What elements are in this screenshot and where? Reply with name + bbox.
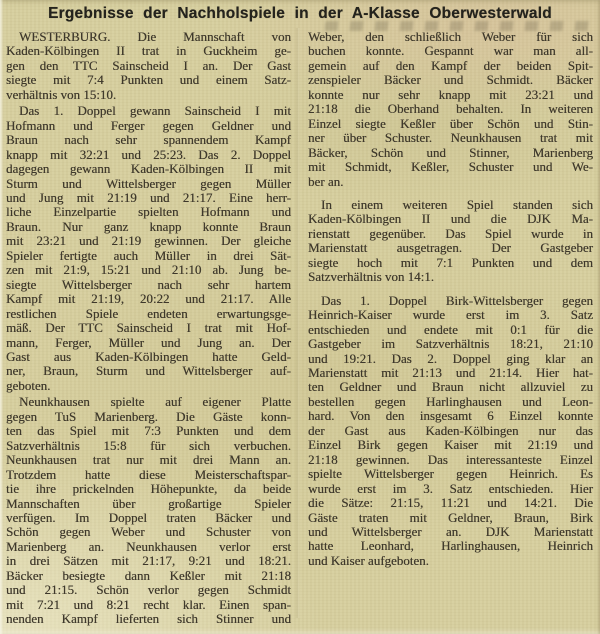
- text-line: und Kaiser aufgeboten.: [308, 552, 429, 568]
- text-line: buchen konnte. Gespannt war man all-: [308, 43, 593, 59]
- text-line: geboten.: [6, 377, 51, 393]
- text-line: Kaden-Kölbingen II und die DJK Ma-: [308, 211, 593, 227]
- paragraph: [308, 198, 593, 285]
- text-line: knapp mit 32:21 und 25:23. Das 2. Doppel: [6, 146, 291, 162]
- text-line: siegte mit 7:4 Punkten und einem Satz-: [6, 72, 291, 88]
- article-body: [0, 30, 600, 627]
- text-line: gemein auf den Kampf der beiden Spit-: [308, 57, 593, 73]
- text-line: zenspieler Bäcker und Schmidt. Bäcker: [308, 72, 593, 88]
- text-line: Kampf mit 21:19, 20:22 und 21:17. Alle: [6, 291, 291, 307]
- text-line: der Gast aus Kaden-Kölbingen nur das: [308, 422, 593, 438]
- text-line: Schön gegen Weber und Schuster von: [6, 524, 291, 540]
- text-line: Einzel Birk gegen Kaiser mit 21:19 und: [308, 437, 593, 453]
- text-line: tie ihre prickelnden Höhepunkte, da beide: [6, 481, 291, 497]
- text-line: Hofmann und Ferger gegen Geldner und: [6, 117, 291, 133]
- text-line: rienstatt gegenüber. Das Spiel wurde in: [308, 225, 593, 241]
- text-line: Trotzdem hatte diese Meisterschaftspar-: [6, 466, 291, 482]
- text-line: 21:18 gewinnen. Das interessanteste Einzel: [308, 451, 593, 467]
- text-line: verfügen. Im Doppel traten Bäcker und: [6, 509, 291, 525]
- text-line: Marienberg an. Neunkhausen verlor erst: [6, 538, 291, 554]
- text-line: Kaden-Kölbingen II trat in Guckheim ge-: [6, 43, 291, 59]
- text-line: ner, Braun, Sturm und Wittelsberger auf-: [6, 363, 291, 379]
- paragraph: [6, 30, 291, 102]
- text-line: in drei Sätzen mit 21:17, 9:21 und 18:21.: [6, 553, 291, 569]
- text-line: Satzverhältnis von 14:1.: [308, 269, 435, 285]
- text-line: und Wittelsberger an. DJK Marienstatt: [308, 523, 593, 539]
- text-line: 21:18 die Oberhand behalten. In weiteren: [308, 101, 593, 117]
- text-line: Marienstatt ausgetragen. Der Gastgeber: [308, 240, 593, 256]
- paragraph: [6, 395, 291, 626]
- text-line: und Jung mit 21:19 und 21:17. Eine herr-: [6, 189, 291, 205]
- text-line: Mannschaften über großartige Spieler: [6, 495, 291, 511]
- text-line: Gastgeber im Satzverhältnis 18:21, 21:10: [308, 336, 593, 352]
- paragraph: [6, 104, 291, 393]
- article-headline: Ergebnisse der Nachholspiele in der A-Klasse Oberwesterwald: [48, 5, 552, 22]
- text-line: wurde erst im 3. Satz entschieden. Hier: [308, 480, 593, 496]
- text-line: gen den TTC Sainscheid I an. Der Gast: [6, 57, 291, 73]
- text-line: die Sätze: 21:15, 11:21 und 14:21. Die: [308, 495, 593, 511]
- text-line: Braun. Nur ganz knapp konnte Braun: [6, 218, 291, 234]
- text-line: ten das Spiel mit 7:3 Punkten und dem: [6, 423, 291, 439]
- text-line: mit 7:21 und 8:21 recht klar. Einen span-: [6, 596, 291, 612]
- text-line: Bäcker besiegte dann Keßler mit 21:18: [6, 567, 291, 583]
- text-line: Spieler fertigte auch Müller in drei Sät-: [6, 247, 291, 263]
- text-line: konnte nur sehr knapp mit 23:21 und: [308, 86, 593, 102]
- text-line: Gast aus Kaden-Kölbingen hatte Geld-: [6, 348, 291, 364]
- article-column-left: [6, 30, 291, 627]
- text-line: ten Geldner und Braun nicht allzuviel zu: [308, 379, 593, 395]
- text-line: und 19:21. Das 2. Doppel ging klar an: [308, 350, 593, 366]
- text-line: ner über Schuster. Neunkhausen trat mit: [308, 130, 593, 146]
- text-line: mäß. Der TTC Sainscheid I trat mit Hof-: [6, 320, 291, 336]
- text-line: spielte Wittelsberger gegen Heinrich. Es: [308, 466, 593, 482]
- text-line: mann, Ferger, Müller und Jung an. Der: [6, 334, 291, 350]
- text-line: Braun nach sehr spannendem Kampf: [6, 132, 291, 148]
- text-line: Weber, den schließlich Weber für sich: [308, 29, 593, 44]
- text-line: ber an.: [308, 173, 344, 189]
- text-line: hatte Leonhard, Harlinghausen, Heinrich: [308, 538, 593, 554]
- text-line: liche Einzelpartie spielten Hofmann und: [6, 204, 291, 220]
- text-line: Einzel siegte Keßler über Schön und Stin-: [308, 115, 593, 131]
- text-line: Satzverhältnis 15:8 für sich verbuchen.: [6, 437, 291, 453]
- text-line: und 21:15. Schön verlor gegen Schmidt: [6, 582, 291, 598]
- text-line: siegte Wittelsberger nach sehr hartem: [6, 276, 291, 292]
- paragraph: [308, 30, 593, 189]
- text-line: Neunkhausen trat nur mit drei Mann an.: [6, 452, 291, 468]
- text-line: Marienstatt mit 21:13 und 21:14. Hier hat-: [308, 364, 593, 380]
- text-line: Bäcker, Schön und Stinner, Marienberg: [308, 144, 593, 160]
- text-line: nenden Kampf lieferten sich Stinner und: [6, 611, 291, 627]
- text-line: siegte hoch mit 7:1 Punkten und dem: [308, 254, 593, 270]
- text-line: WESTERBURG. Die Mannschaft von: [19, 29, 291, 44]
- text-line: gegen TuS Marienberg. Die Gäste konn-: [6, 408, 291, 424]
- text-line: Gäste traten mit Geldner, Braun, Birk: [308, 509, 593, 525]
- text-line: dagegen gewann Kaden-Kölbingen II mit: [6, 161, 291, 177]
- text-line: mit 23:21 und 21:19 gewinnen. Der gleiche: [6, 233, 291, 249]
- text-line: In einem weiteren Spiel standen sich: [321, 196, 593, 212]
- text-line: Das 1. Doppel Birk-Wittelsberger gegen: [321, 292, 593, 308]
- text-line: restlichen Spiele endeten erwartungsge-: [6, 305, 291, 321]
- text-line: zen mit 21:9, 15:21 und 21:10 ab. Jung be-: [6, 262, 291, 278]
- article-column-right: [308, 30, 593, 627]
- text-line: Neunkhausen spielte auf eigener Platte: [19, 394, 291, 410]
- text-line: Das 1. Doppel gewann Sainscheid I mit: [19, 103, 291, 119]
- text-line: bestellen gegen Harlinghausen und Leon-: [308, 393, 593, 409]
- text-line: hard. Von den insgesamt 6 Einzel konnte: [308, 408, 593, 424]
- text-line: entschieden und endete mit 0:1 für die: [308, 321, 593, 337]
- text-line: Sturm und Wittelsberger gegen Müller: [6, 175, 291, 191]
- text-line: mit Schmidt, Keßler, Schuster und We-: [308, 159, 593, 175]
- text-line: verhältnis von 15:10.: [6, 86, 117, 102]
- paragraph: [308, 294, 593, 569]
- text-line: Heinrich-Kaiser wurde erst im 3. Satz: [308, 307, 593, 323]
